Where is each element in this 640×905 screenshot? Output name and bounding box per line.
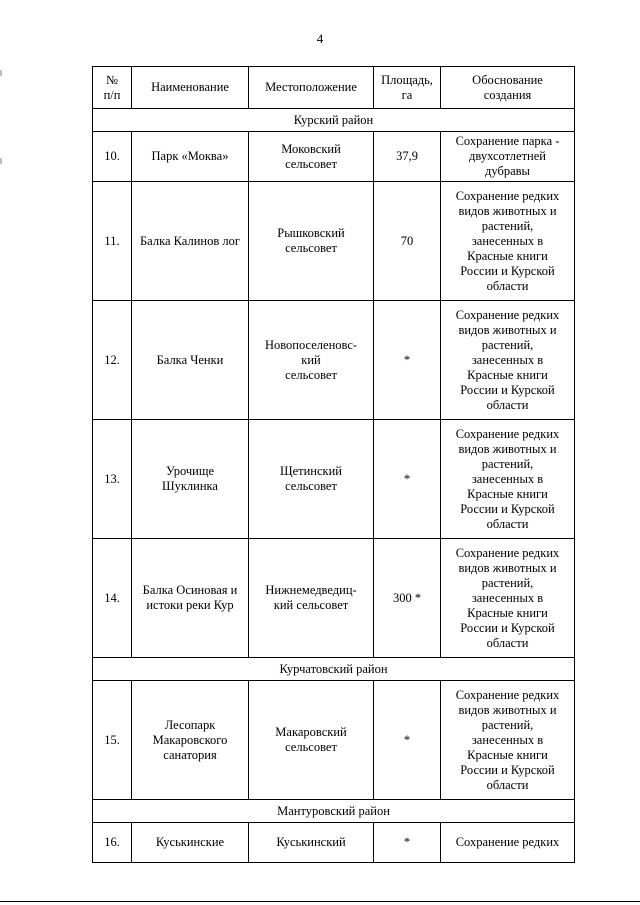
cell-area: * — [374, 681, 441, 800]
cell-area: * — [374, 301, 441, 420]
cell-reason: Сохранение редких видов животных и растений, занесенных в Красные книги России и Курской области — [441, 182, 575, 301]
header-reason: Обоснование создания — [441, 67, 575, 109]
cell-number: 16. — [93, 823, 132, 863]
cell-location: Макаровский сельсовет — [249, 681, 374, 800]
table-row — [93, 182, 575, 301]
cell-reason: Сохранение редких видов животных и растений, занесенных в Красные книги России и Курской области — [441, 681, 575, 800]
cell-area: * — [374, 420, 441, 539]
cell-location: Щетинский сельсовет — [249, 420, 374, 539]
table-row — [93, 681, 575, 800]
cell-location: Рышковский сельсовет — [249, 182, 374, 301]
cell-area: 300 * — [374, 539, 441, 658]
cell-area: * — [374, 823, 441, 863]
cell-reason: Сохранение редких видов животных и растений, занесенных в Красные книги России и Курской области — [441, 301, 575, 420]
nature-areas-table — [92, 66, 575, 863]
cell-reason: Сохранение редких — [441, 823, 575, 863]
cell-number: 13. — [93, 420, 132, 539]
cell-name: Балка Калинов лог — [132, 182, 249, 301]
cell-name: Лесопарк Макаровского санатория — [132, 681, 249, 800]
scan-edge-mark — [0, 158, 2, 164]
district-title: Курский район — [93, 109, 575, 132]
cell-location: Куськинский — [249, 823, 374, 863]
cell-name: Куськинские — [132, 823, 249, 863]
cell-name: Балка Осиновая и истоки реки Кур — [132, 539, 249, 658]
cell-reason: Сохранение редких видов животных и растений, занесенных в Красные книги России и Курской области — [441, 539, 575, 658]
scan-edge-mark — [0, 70, 2, 76]
page-number: 4 — [316, 31, 324, 46]
district-section-row — [93, 109, 575, 132]
district-section-row — [93, 800, 575, 823]
table-row — [93, 132, 575, 182]
cell-number: 12. — [93, 301, 132, 420]
table-row — [93, 420, 575, 539]
header-location: Местоположение — [249, 67, 374, 109]
district-title: Мантуровский район — [93, 800, 575, 823]
table-row — [93, 823, 575, 863]
cell-number: 14. — [93, 539, 132, 658]
cell-name: Балка Ченки — [132, 301, 249, 420]
cell-name: Урочище Шуклинка — [132, 420, 249, 539]
district-title: Курчатовский район — [93, 658, 575, 681]
header-area: Площадь, га — [374, 67, 441, 109]
cell-reason: Сохранение парка - двухсотлетней дубравы — [441, 132, 575, 182]
cell-number: 15. — [93, 681, 132, 800]
cell-location: Новопоселеновс- кий сельсовет — [249, 301, 374, 420]
table-header-row — [93, 67, 575, 109]
cell-area: 70 — [374, 182, 441, 301]
cell-location: Моковский сельсовет — [249, 132, 374, 182]
cell-number: 11. — [93, 182, 132, 301]
cell-name: Парк «Моква» — [132, 132, 249, 182]
cell-location: Нижнемедведиц- кий сельсовет — [249, 539, 374, 658]
page-bottom-rule — [0, 901, 640, 902]
district-section-row — [93, 658, 575, 681]
cell-number: 10. — [93, 132, 132, 182]
cell-reason: Сохранение редких видов животных и растений, занесенных в Красные книги России и Курской области — [441, 420, 575, 539]
table-row — [93, 301, 575, 420]
header-number: № п/п — [93, 67, 132, 109]
header-name: Наименование — [132, 67, 249, 109]
table-row — [93, 539, 575, 658]
cell-area: 37,9 — [374, 132, 441, 182]
